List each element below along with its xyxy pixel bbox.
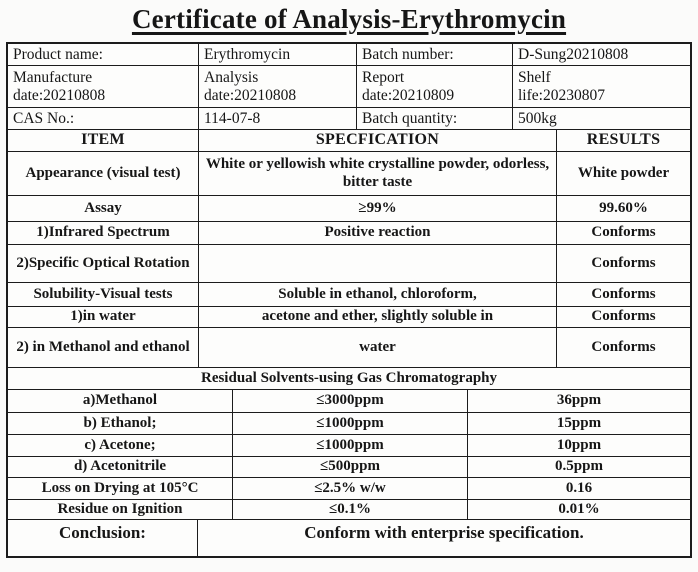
residual-result-ethanol: 15ppm xyxy=(468,413,690,435)
batch-quantity-value: 500kg xyxy=(513,108,690,130)
test-item-infrared: 1)Infrared Spectrum xyxy=(8,222,199,245)
cas-value: 114-07-8 xyxy=(199,108,357,130)
residual-result-loss-on-drying: 0.16 xyxy=(468,478,690,500)
shelf-life-line2: life:20230807 xyxy=(518,86,605,104)
info-section xyxy=(8,44,690,130)
test-result-methanol-ethanol: Conforms xyxy=(557,328,690,368)
test-spec-methanol-ethanol: water xyxy=(199,328,557,368)
residual-spec-loss-on-drying: ≤2.5% w/w xyxy=(233,478,468,500)
residual-item-acetone: c) Acetone; xyxy=(8,435,233,457)
product-name-value: Erythromycin xyxy=(199,44,357,66)
test-result-assay: 99.60% xyxy=(557,196,690,222)
conclusion-label: Conclusion: xyxy=(8,520,198,556)
residual-spec-ethanol: ≤1000ppm xyxy=(233,413,468,435)
shelf-life-cell xyxy=(513,66,690,108)
residual-solvents-section xyxy=(8,390,690,520)
residual-solvents-banner xyxy=(8,368,690,390)
analysis-date-line2: date:20210808 xyxy=(204,86,297,104)
residual-spec-acetone: ≤1000ppm xyxy=(233,435,468,457)
test-spec-appearance: White or yellowish white crystalline powder, odorless, bitter taste xyxy=(199,152,557,196)
residual-item-ethanol: b) Ethanol; xyxy=(8,413,233,435)
test-result-in-water: Conforms xyxy=(557,307,690,328)
test-item-optical-rotation: 2)Specific Optical Rotation xyxy=(8,245,199,283)
report-date-line2: date:20210809 xyxy=(362,86,455,104)
manufacture-date-line1: Manufacture xyxy=(13,68,93,86)
analysis-date-cell xyxy=(199,66,357,108)
analysis-date-line1: Analysis xyxy=(204,68,259,86)
certificate-title: Certificate of Analysis-Erythromycin xyxy=(131,4,567,34)
coa-table xyxy=(6,42,692,558)
test-spec-infrared: Positive reaction xyxy=(199,222,557,245)
test-spec-solubility: Soluble in ethanol, chloroform, xyxy=(199,283,557,307)
product-name-label: Product name: xyxy=(8,44,199,66)
column-header-item: ITEM xyxy=(8,130,199,152)
manufacture-date-cell xyxy=(8,66,199,108)
test-item-appearance: Appearance (visual test) xyxy=(8,152,199,196)
conclusion-section xyxy=(8,520,690,556)
conclusion-text: Conform with enterprise specification. xyxy=(304,523,584,542)
column-header-results: RESULTS xyxy=(557,130,690,152)
residual-item-acetonitrile: d) Acetonitrile xyxy=(8,457,233,478)
test-item-assay: Assay xyxy=(8,196,199,222)
manufacture-date-line2: date:20210808 xyxy=(13,86,106,104)
residual-item-residue-on-ignition: Residue on Ignition xyxy=(8,500,233,520)
test-result-appearance: White powder xyxy=(557,152,690,196)
batch-quantity-label: Batch quantity: xyxy=(357,108,513,130)
test-result-optical-rotation: Conforms xyxy=(557,245,690,283)
residual-item-loss-on-drying: Loss on Drying at 105°C xyxy=(8,478,233,500)
batch-number-label: Batch number: xyxy=(357,44,513,66)
specification-section xyxy=(8,130,690,368)
report-date-line1: Report xyxy=(362,68,405,86)
shelf-life-line1: Shelf xyxy=(518,68,551,86)
residual-spec-acetonitrile: ≤500ppm xyxy=(233,457,468,478)
test-spec-in-water: acetone and ether, slightly soluble in xyxy=(199,307,557,328)
test-spec-optical-rotation xyxy=(199,245,557,283)
batch-number-value: D-Sung20210808 xyxy=(513,44,690,66)
test-item-methanol-ethanol: 2) in Methanol and ethanol xyxy=(8,328,199,368)
residual-item-methanol: a)Methanol xyxy=(8,390,233,413)
test-result-infrared: Conforms xyxy=(557,222,690,245)
test-spec-assay: ≥99% xyxy=(199,196,557,222)
test-result-solubility: Conforms xyxy=(557,283,690,307)
residual-spec-methanol: ≤3000ppm xyxy=(233,390,468,413)
residual-result-methanol: 36ppm xyxy=(468,390,690,413)
residual-section-header: Residual Solvents-using Gas Chromatography xyxy=(8,368,690,390)
residual-result-acetonitrile: 0.5ppm xyxy=(468,457,690,478)
column-header-specification: SPECFICATION xyxy=(199,130,557,152)
cas-label: CAS No.: xyxy=(8,108,199,130)
report-date-cell xyxy=(357,66,513,108)
test-item-solubility: Solubility-Visual tests xyxy=(8,283,199,307)
residual-spec-residue-on-ignition: ≤0.1% xyxy=(233,500,468,520)
residual-result-acetone: 10ppm xyxy=(468,435,690,457)
residual-result-residue-on-ignition: 0.01% xyxy=(468,500,690,520)
test-item-in-water: 1)in water xyxy=(8,307,199,328)
